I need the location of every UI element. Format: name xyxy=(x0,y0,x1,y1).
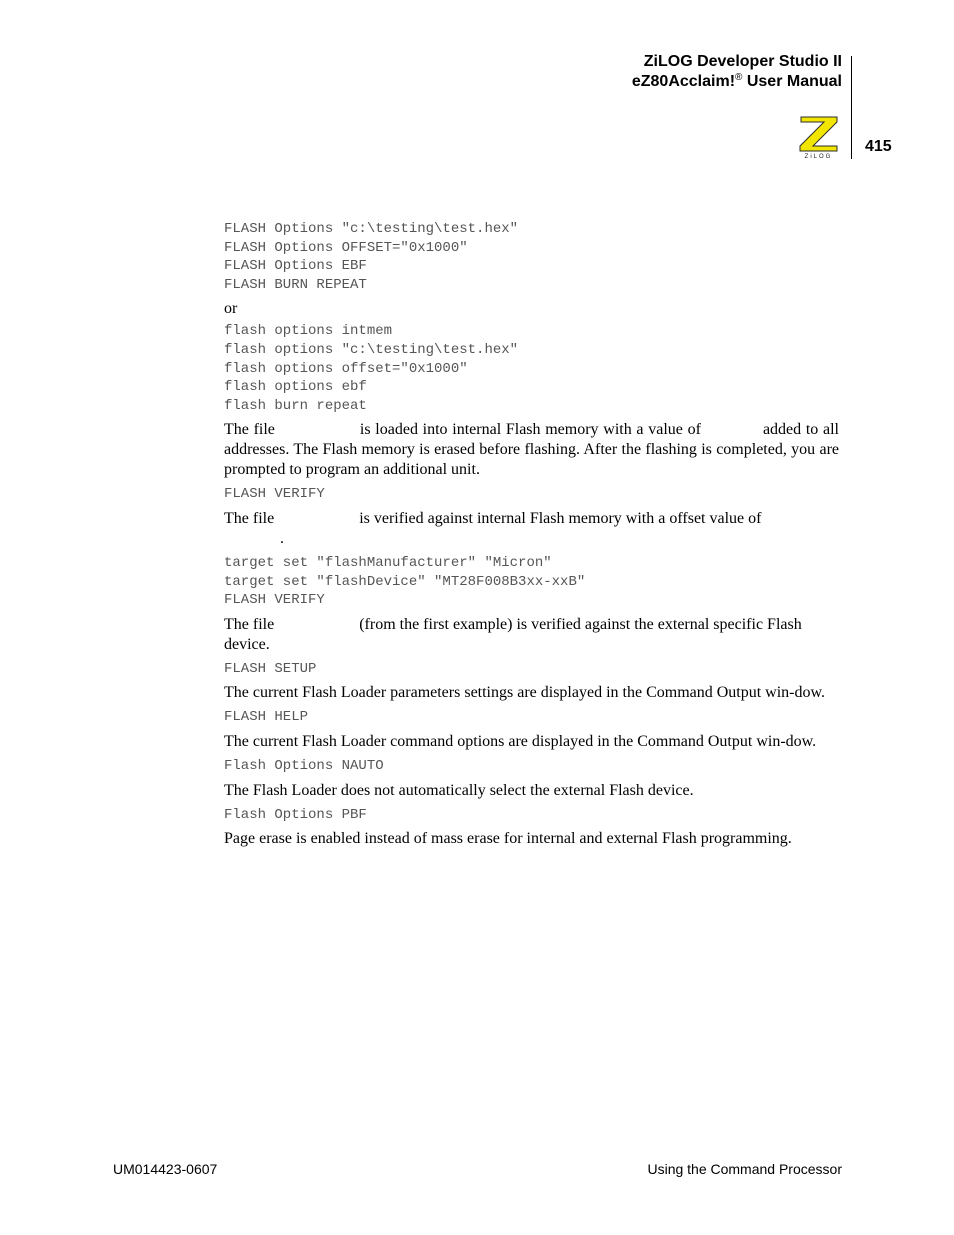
paragraph-setup-description: The current Flash Loader parameters settings are displayed in the Command Output win-dow. xyxy=(224,684,826,702)
running-header xyxy=(632,52,842,92)
header-vertical-rule xyxy=(851,56,852,159)
code-example-8: Flash Options PBF xyxy=(224,806,367,823)
code-example-7: Flash Options NAUTO xyxy=(224,757,384,774)
paragraph-pbf-description: Page erase is enabled instead of mass erase for internal and external Flash programming. xyxy=(224,830,792,848)
registered-mark: ® xyxy=(735,72,743,83)
paragraph-help-description: The current Flash Loader command options are displayed in the Command Output win-dow. xyxy=(224,732,817,750)
code-example-1: FLASH Options "c:\testing\test.hex" FLASH Options OFFSET="0x1000" FLASH Options EBF FLASH BURN REPEAT xyxy=(224,221,519,293)
header-title-line2 xyxy=(632,72,842,92)
header-suffix: User Manual xyxy=(742,73,842,90)
paragraph-verify-description: The file is verified against internal Flash memory with a offset value of . xyxy=(224,509,762,547)
paragraph-burn-description: The file is loaded into internal Flash memory with a value of added to all addresses. The Flash memory is erased before flashing. After the flashing is completed, you are prompted to program an additional unit. xyxy=(224,421,840,479)
footer-section-title: Using the Command Processor xyxy=(647,1161,842,1177)
page-number: 415 xyxy=(865,138,892,155)
code-example-2: flash options intmem flash options "c:\testing\test.hex" flash options offset="0x1000" flash options ebf flash burn repeat xyxy=(224,323,519,414)
header-product: eZ80Acclaim! xyxy=(631,73,736,90)
footer-document-id: UM014423-0607 xyxy=(113,1161,218,1177)
code-example-3: FLASH VERIFY xyxy=(224,486,325,503)
code-example-5: FLASH SETUP xyxy=(224,660,317,677)
code-example-4: target set "flashManufacturer" "Micron" target set "flashDevice" "MT28F008B3xx-xxB" FLASH VERIFY xyxy=(224,554,586,609)
code-example-6: FLASH HELP xyxy=(224,709,309,726)
page-body xyxy=(224,220,839,849)
paragraph-nauto-description: The Flash Loader does not automatically select the external Flash device. xyxy=(224,781,694,799)
logo-wordmark: ZiLOG xyxy=(804,154,833,160)
paragraph-external-verify: The file (from the first example) is verified against the external specific Flash device. xyxy=(224,615,802,653)
or-text: or xyxy=(224,300,238,318)
zilog-logo-icon xyxy=(796,113,841,160)
header-title-line1: ZiLOG Developer Studio II xyxy=(643,53,842,70)
